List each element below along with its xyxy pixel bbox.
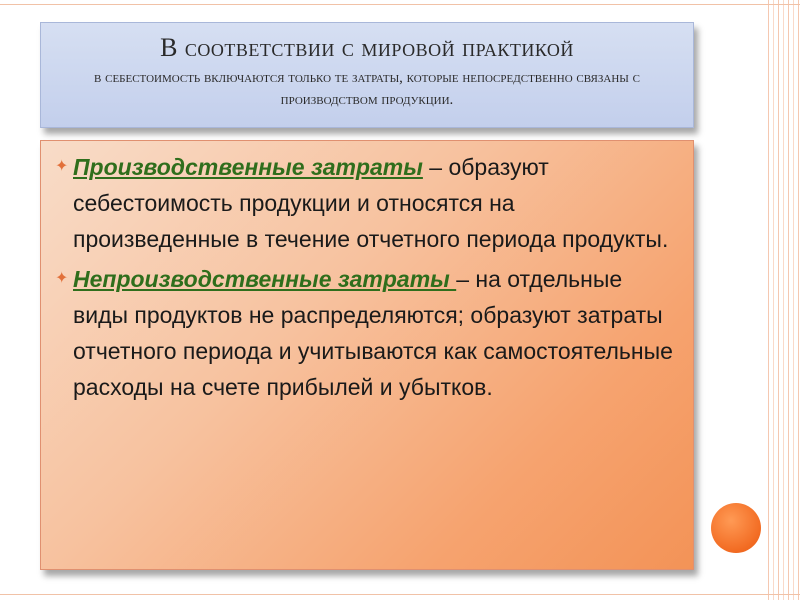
term-production-costs: Производственные затраты xyxy=(73,154,423,180)
slide-title: В соответствии с мировой практикой xyxy=(160,33,574,62)
bullet-marker-icon: ✦ xyxy=(55,270,69,287)
decorative-line-bottom xyxy=(0,594,800,595)
bullet-item-production-costs xyxy=(55,149,673,257)
bullet-marker-icon: ✦ xyxy=(55,158,69,175)
slide-subtitle: в себестоимость включаются только те затраты, которые непосредственно связаны с производством продукции. xyxy=(94,70,640,108)
decorative-line-top xyxy=(0,4,800,5)
content-box xyxy=(40,140,694,570)
bullet-item-nonproduction-costs xyxy=(55,261,673,405)
term-nonproduction-costs: Непроизводственные затраты xyxy=(73,266,457,292)
definition-production-costs: – образуют себестоимость продукции и относятся на произведенные в течение отчетного периода продукты. xyxy=(73,154,669,252)
decorative-stripes xyxy=(764,0,800,600)
bullet-list xyxy=(41,141,693,405)
definition-nonproduction-costs: – на отдельные виды продуктов не распределяются; образуют затраты отчетного периода и учитываются как самостоятельные расходы на счете прибылей и убытков. xyxy=(73,266,673,400)
title-box xyxy=(40,22,694,128)
decorative-circle xyxy=(711,503,761,553)
